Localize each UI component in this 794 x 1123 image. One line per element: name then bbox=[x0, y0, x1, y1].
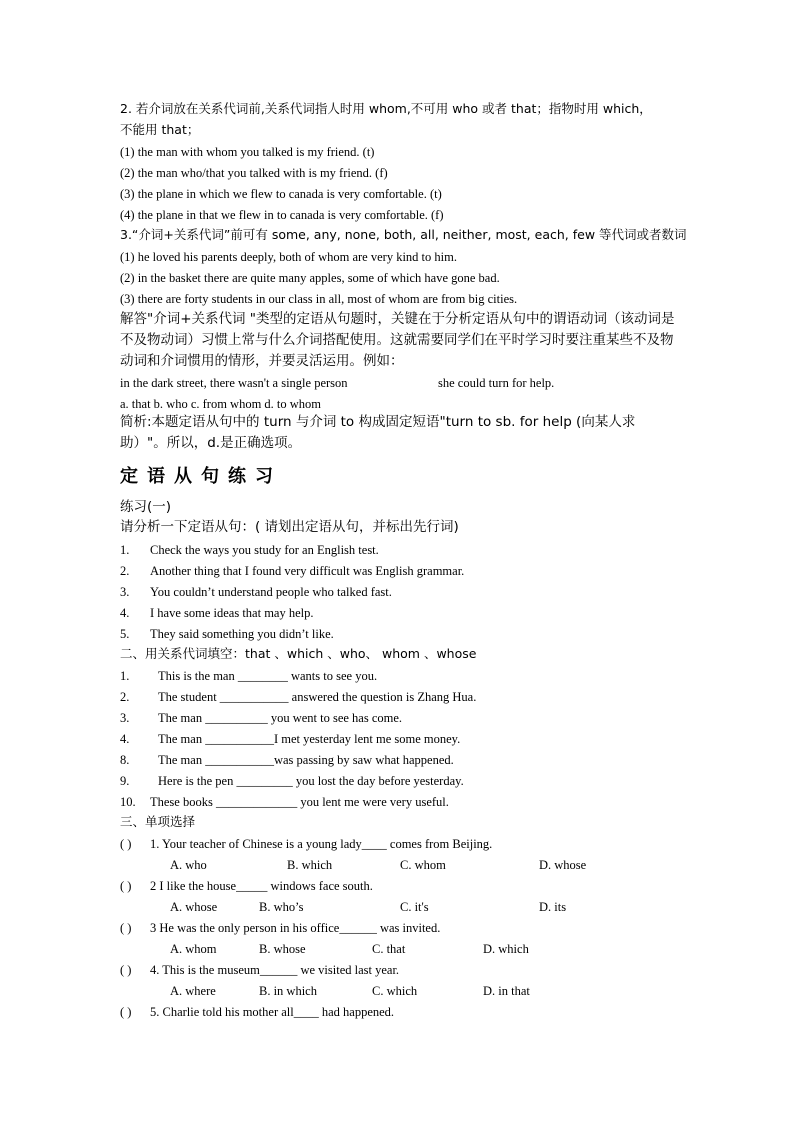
option-a: A. where bbox=[170, 984, 216, 998]
exercise2-item bbox=[120, 793, 680, 811]
option-a: A. whose bbox=[170, 900, 218, 914]
item-number: 10. bbox=[120, 795, 136, 809]
answer-blank[interactable]: ( ) bbox=[120, 879, 132, 893]
question-text: 1. Your teacher of Chinese is a young lady____ comes from Beijing. bbox=[150, 837, 493, 851]
analysis-paragraph: 简析:本题定语从句中的 turn 与介词 to 构成固定短语"turn to sb. for help (向某人求助）"。所以，d.是正确选项。 bbox=[120, 414, 636, 451]
exercise1-item bbox=[120, 604, 680, 622]
item-text: You couldn’t understand people who talked fast. bbox=[150, 585, 392, 599]
exercise1-heading: 练习(一) bbox=[120, 499, 172, 515]
option-b: B. which bbox=[287, 858, 333, 872]
option-c: C. which bbox=[372, 984, 418, 998]
sample-options: a. that b. who c. from whom d. to whom bbox=[120, 397, 322, 411]
exercise2-item bbox=[120, 709, 680, 727]
item-number: 5. bbox=[120, 627, 130, 641]
item-number: 9. bbox=[120, 774, 130, 788]
answer-blank[interactable]: ( ) bbox=[120, 1005, 132, 1019]
exercise2-item bbox=[120, 667, 680, 685]
item-number: 2. bbox=[120, 564, 130, 578]
item-text: This is the man ________ wants to see you. bbox=[158, 669, 378, 683]
exercise1-item bbox=[120, 562, 680, 580]
exercise2-heading: 二、用关系代词填空：that 、which 、who、 whom 、whose bbox=[120, 646, 477, 661]
question-3 bbox=[120, 919, 680, 937]
item-number: 8. bbox=[120, 753, 130, 767]
item-number: 4. bbox=[120, 606, 130, 620]
page-title: 定语从句练习 bbox=[120, 466, 282, 487]
option-a: A. whom bbox=[170, 942, 217, 956]
exercise2-item bbox=[120, 772, 680, 790]
item-text: The man ___________I met yesterday lent me some money. bbox=[158, 732, 461, 746]
item-number: 1. bbox=[120, 669, 130, 683]
question-1 bbox=[120, 835, 680, 853]
exercise1-item bbox=[120, 625, 680, 643]
question-text: 2 I like the house_____ windows face south. bbox=[150, 879, 373, 893]
answer-paragraph: 解答"介词+关系代词 "类型的定语从句题时，关键在于分析定语从句中的谓语动词（该动词是不及物动词）习惯上常与什么介词搭配使用。这就需要同学们在平时学习时要注重某些不及物动词和介词惯用的情形，并要灵活运用。例如： bbox=[120, 311, 675, 369]
option-d: D. which bbox=[483, 942, 529, 956]
example-2: (2) the man who/that you talked with is my friend. (f) bbox=[120, 166, 388, 180]
question-text: 3 He was the only person in his office______ was invited. bbox=[150, 921, 441, 935]
option-d: D. in that bbox=[483, 984, 530, 998]
option-b: B. whose bbox=[259, 942, 306, 956]
question-text: 5. Charlie told his mother all____ had happened. bbox=[150, 1005, 395, 1019]
item-number: 2. bbox=[120, 690, 130, 704]
example-5: (1) he loved his parents deeply, both of whom are very kind to him. bbox=[120, 250, 457, 264]
question-text: 4. This is the museum______ we visited last year. bbox=[150, 963, 400, 977]
option-c: C. whom bbox=[400, 858, 446, 872]
exercise2-item bbox=[120, 688, 680, 706]
item-number: 3. bbox=[120, 711, 130, 725]
rule2-line1: 2. 若介词放在关系代词前,关系代词指人时用 whom,不可用 who 或者 that；指物时用 which， bbox=[120, 101, 652, 116]
item-number: 3. bbox=[120, 585, 130, 599]
option-c: C. that bbox=[372, 942, 406, 956]
item-text: The student ___________ answered the question is Zhang Hua. bbox=[158, 690, 477, 704]
answer-blank[interactable]: ( ) bbox=[120, 963, 132, 977]
option-c: C. it's bbox=[400, 900, 429, 914]
exercise2-item bbox=[120, 730, 680, 748]
item-text: Another thing that I found very difficult was English grammar. bbox=[150, 564, 465, 578]
example-1: (1) the man with whom you talked is my friend. (t) bbox=[120, 145, 375, 159]
question-5 bbox=[120, 1003, 680, 1021]
exercise1-instruction: 请分析一下定语从句：( 请划出定语从句，并标出先行词) bbox=[120, 519, 459, 535]
example-6: (2) in the basket there are quite many apples, some of which have gone bad. bbox=[120, 271, 500, 285]
question-4 bbox=[120, 961, 680, 979]
item-text: The man ___________was passing by saw what happened. bbox=[158, 753, 454, 767]
item-text: Here is the pen _________ you lost the day before yesterday. bbox=[158, 774, 464, 788]
item-text: These books _____________ you lent me were very useful. bbox=[150, 795, 449, 809]
answer-blank[interactable]: ( ) bbox=[120, 837, 132, 851]
exercise1-item bbox=[120, 541, 680, 559]
example-3: (3) the plane in which we flew to canada is very comfortable. (t) bbox=[120, 187, 442, 201]
item-text: I have some ideas that may help. bbox=[150, 606, 314, 620]
example-4: (4) the plane in that we flew in to canada is very comfortable. (f) bbox=[120, 208, 444, 222]
option-d: D. whose bbox=[539, 858, 587, 872]
item-number: 4. bbox=[120, 732, 130, 746]
option-b: B. who’s bbox=[259, 900, 304, 914]
option-b: B. in which bbox=[259, 984, 317, 998]
rule2-line2: 不能用 that； bbox=[120, 122, 200, 137]
item-number: 1. bbox=[120, 543, 130, 557]
option-a: A. who bbox=[170, 858, 207, 872]
example-7: (3) there are forty students in our class in all, most of whom are from big cities. bbox=[120, 292, 518, 306]
item-text: The man __________ you went to see has come. bbox=[158, 711, 403, 725]
exercise1-item bbox=[120, 583, 680, 601]
exercise3-heading: 三、单项选择 bbox=[120, 814, 196, 829]
item-text: Check the ways you study for an English test. bbox=[150, 543, 379, 557]
option-d: D. its bbox=[539, 900, 567, 914]
sample-question-part1: in the dark street, there wasn't a single person bbox=[120, 376, 348, 390]
sample-question-part2: she could turn for help. bbox=[438, 376, 555, 390]
question-2 bbox=[120, 877, 680, 895]
rule3-line: 3.“介词+关系代词”前可有 some, any, none, both, all, neither, most, each, few 等代词或者数词 bbox=[120, 227, 687, 242]
answer-blank[interactable]: ( ) bbox=[120, 921, 132, 935]
item-text: They said something you didn’t like. bbox=[150, 627, 334, 641]
exercise2-item bbox=[120, 751, 680, 769]
